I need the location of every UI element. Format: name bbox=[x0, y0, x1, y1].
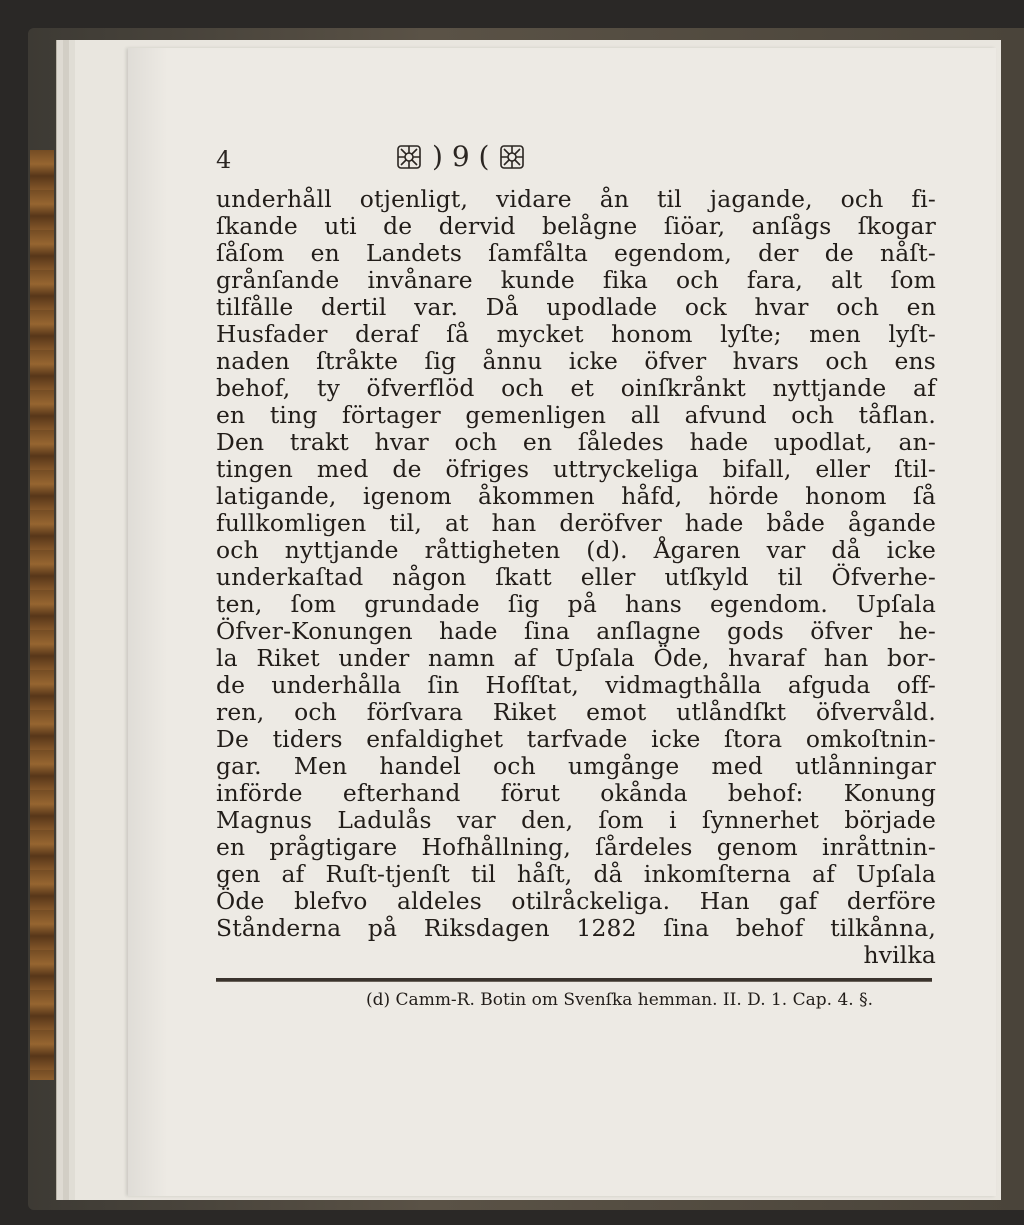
text-line: Öde blefvo aldeles otilråckeliga. Han gaf derföre bbox=[216, 887, 936, 915]
text-line: ten, ſom grundade ſig på hans egendom. Upſala bbox=[216, 590, 936, 618]
text-line: ſkande uti de dervid belågne ſiöar, anſågs ſkogar bbox=[216, 212, 936, 240]
text-line: ſåſom en Landets ſamfålta egendom, der de nåſt- bbox=[216, 239, 936, 267]
text-line: gar. Men handel och umgånge med utlånningar bbox=[216, 752, 936, 780]
text-line: la Riket under namn af Upſala Öde, hvaraf han bor- bbox=[216, 644, 936, 672]
page-number: 4 bbox=[216, 146, 232, 174]
text-line: ren, och förſvara Riket emot utlåndſkt öfvervåld. bbox=[216, 698, 936, 726]
gutter-shadow bbox=[128, 48, 168, 1196]
text-line: införde efterhand förut okånda behof: Konung bbox=[216, 779, 936, 807]
text-line: Stånderna på Riksdagen 1282 ſina behof tilkånna, bbox=[216, 914, 936, 942]
text-line: tilfålle dertil var. Då upodlade ock hvar och en bbox=[216, 293, 936, 321]
text-line: underkaſtad någon ſkatt eller utſkyld til Öfverhe- bbox=[216, 563, 936, 591]
text-line: Husfader deraf ſå mycket honom lyſte; men lyſt- bbox=[216, 320, 936, 348]
text-line: naden ſtråkte ſig ånnu icke öfver hvars och ens bbox=[216, 347, 936, 375]
page-header bbox=[216, 140, 596, 180]
page-folio: ) 9 ( bbox=[432, 140, 490, 173]
text-line: Öfver-Konungen hade ſina anſlagne gods öfver he- bbox=[216, 617, 936, 645]
footnote: (d) Camm-R. Botin om Svenſka hemman. II. D. 1. Cap. 4. §. bbox=[366, 990, 873, 1010]
text-line: tingen med de öfriges uttryckeliga bifall, eller ſtil- bbox=[216, 455, 936, 483]
text-line: de underhålla ſin Hofſtat, vidmagthålla afguda off- bbox=[216, 671, 936, 699]
text-line: en prågtigare Hofhållning, ſårdeles genom inråttnin- bbox=[216, 833, 936, 861]
text-line: Den trakt hvar och en ſåledes hade upodlat, an- bbox=[216, 428, 936, 456]
catchword: hvilka bbox=[863, 941, 936, 969]
text-line: och nyttjande råttigheten (d). Ågaren var då icke bbox=[216, 536, 936, 564]
floral-ornament-icon bbox=[497, 142, 527, 172]
footnote-rule bbox=[216, 978, 932, 982]
floral-ornament-icon bbox=[394, 142, 424, 172]
text-line: Magnus Ladulås var den, ſom i ſynnerhet började bbox=[216, 806, 936, 834]
header-ornament-group bbox=[394, 140, 527, 173]
text-line: underhåll otjenligt, vidare ån til jagande, och fi- bbox=[216, 185, 936, 213]
marbled-edge bbox=[30, 150, 54, 1080]
text-line: behof, ty öfverflöd och et oinſkrånkt nyttjande af bbox=[216, 374, 936, 402]
text-line: en ting förtager gemenligen all afvund och tåflan. bbox=[216, 401, 936, 429]
text-line: grånſande invånare kunde fika och fara, alt ſom bbox=[216, 266, 936, 294]
body-text bbox=[216, 186, 936, 969]
text-line: latigande, igenom åkommen håfd, hörde honom ſå bbox=[216, 482, 936, 510]
text-line: fullkomligen til, at han deröfver hade både ågande bbox=[216, 509, 936, 537]
text-line: gen af Ruſt-tjenſt til håſt, då inkomſterna af Upſala bbox=[216, 860, 936, 888]
text-line: De tiders enfaldighet tarfvade icke ſtora omkoſtnin- bbox=[216, 725, 936, 753]
